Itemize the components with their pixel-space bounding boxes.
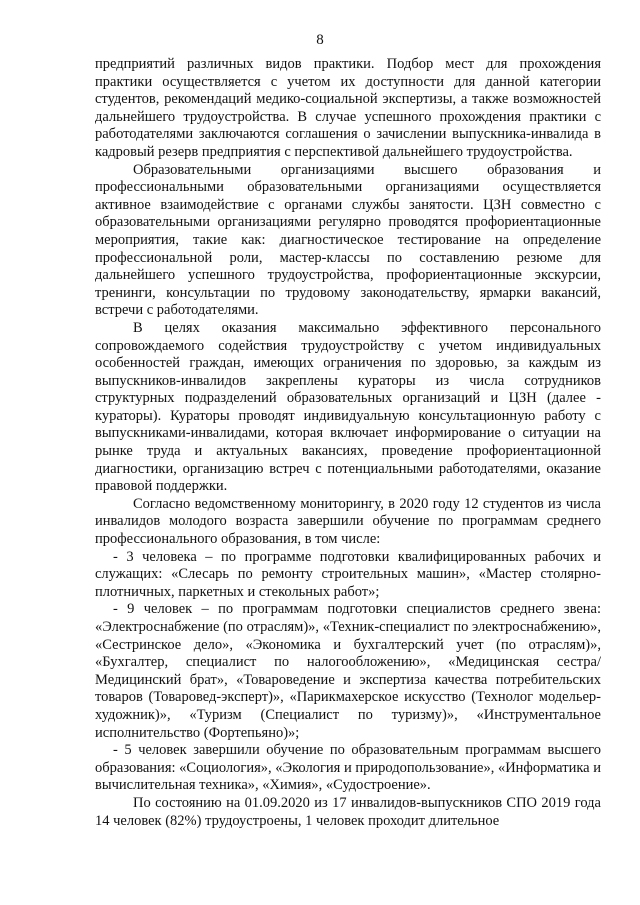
paragraph-curators: В целях оказания максимально эффективного персонального сопровождаемого содействия трудоустройству с учетом индивидуальных особенностей граждан, имеющих ограничения по здоровью, за каждым из выпускников-инвалидов закреплены кураторы из числа сотрудников структурных подразделений образовательных организаций и ЦЗН (далее - кураторы). Кураторы проводят индивидуальную консультационную работу с выпускниками-инвалидами, которая включает информирование о ситуации на рынке труда и актуальных вакансиях, проведение профориентационной диагностики, организацию встреч с потенциальными работодателями, оказание правовой поддержки. [95,319,601,495]
paragraph-monitoring-2020: Согласно ведомственному мониторингу, в 2020 году 12 студентов из числа инвалидов молодого возраста завершили обучение по программам среднего профессионального образования, в том числе: [95,495,601,548]
list-item-workers-program: - 3 человека – по программе подготовки квалифицированных рабочих и служащих: «Слесарь по ремонту строительных машин», «Мастер столярно-плотничных, паркетных и стекольных работ»; [95,548,601,600]
page-number: 8 [316,32,324,48]
paragraph-employment-status: По состоянию на 01.09.2020 из 17 инвалидов-выпускников СПО 2019 года 14 человек (82%) трудоустроены, 1 человек проходит длительное [95,794,601,829]
list-item-specialists-program: - 9 человек – по программам подготовки специалистов среднего звена: «Электроснабжение (по отраслям)», «Техник-специалист по электроснабжению», «Сестринское дело», «Экономика и бухгалтерский учет (по отраслям)», «Бухгалтер, специалист по налогообложению», «Медицинская сестра/Медицинский брат», «Товароведение и экспертиза качества потребительских товаров (Товаровед-эксперт)», «Парикмахерское искусство (Технолог модельер-художник)», «Туризм (Специалист по туризму)», «Инструментальное исполнительство (Фортепьяно)»; [95,601,601,741]
paragraph-employment-service-cooperation: Образовательными организациями высшего образования и профессиональными образовательными организациями осуществляется активное взаимодействие с органами службы занятости. ЦЗН совместно с образовательными организациями регулярно проводятся профориентационные мероприятия, такие как: диагностическое тестирование на определение профессиональной роли, мастер-классы по составлению резюме для дальнейшего успешного трудоустройства, профориентационные экскурсии, тренинги, консультации по трудовому законодательству, ярмарки вакансий, встречи с работодателями. [95,161,601,319]
list-item-higher-education: - 5 человек завершили обучение по образовательным программам высшего образования: «Социология», «Экология и природопользование», «Информатика и вычислительная техника», «Химия», «Судостроение». [95,742,601,794]
paragraph-practice-placement: предприятий различных видов практики. Подбор мест для прохождения практики осуществляется с учетом их доступности для данной категории студентов, рекомендаций медико-социальной экспертизы, а также возможностей дальнейшего трудоустройства. В случае успешного прохождения практики с работодателями заключаются соглашения о зачислении выпускника-инвалида в кадровый резерв предприятия с перспективой дальнейшего трудоустройства. [95,56,601,160]
body-text [95,56,601,830]
